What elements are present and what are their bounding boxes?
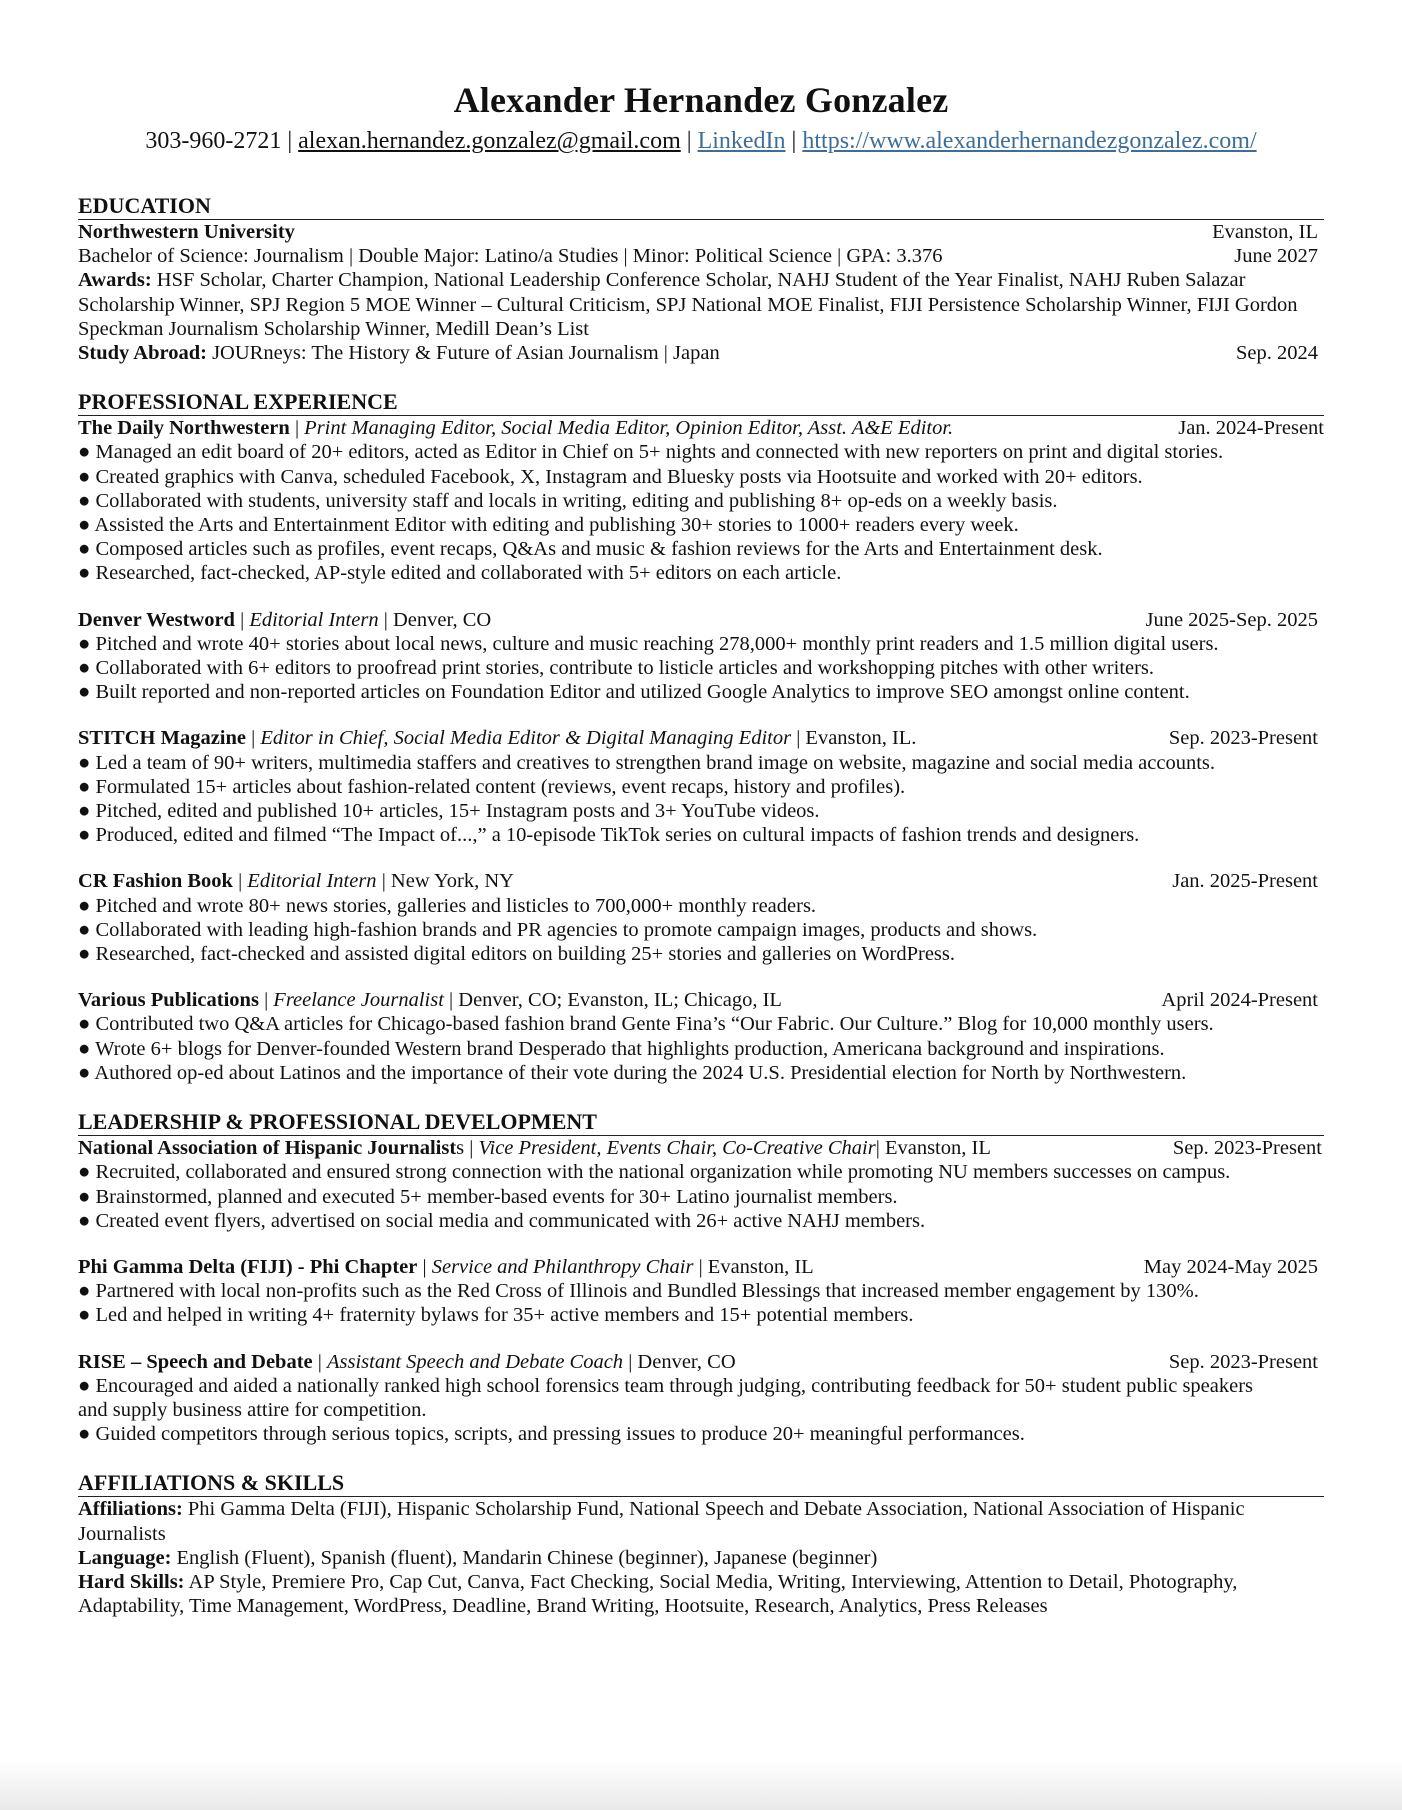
bullet: ● Collaborated with leading high-fashion brands and PR agencies to promote campaign images, products and shows. [78, 918, 1038, 941]
bullet: ● Led a team of 90+ writers, multimedia staffers and creatives to strengthen brand image on website, magazine and social media accounts. [78, 751, 1216, 774]
job-location: | Denver, CO; Evanston, IL; Chicago, IL [443, 989, 782, 1012]
job-date: Sep. 2023-Present [1172, 1137, 1322, 1160]
bullet: ● Partnered with local non-profits such as the Red Cross of Illinois and Bundled Blessings that increased member engagement by 130%. [78, 1280, 1199, 1303]
affiliations: Affiliations: Phi Gamma Delta (FIJI), Hispanic Scholarship Fund, National Speech and Debate Association, National Association of Hispanic Journalists [78, 1498, 1245, 1545]
job-header: STITCH Magazine | Editor in Chief, Social Media Editor & Digital Managing Editor | Evanston, IL. Sep. 2023-Present [78, 726, 1324, 750]
bullet: ● Produced, edited and filmed “The Impact of...,” a 10-episode TikTok series on cultural impacts of fashion trends and designers. [78, 824, 1140, 847]
bullet: ● Recruited, collaborated and ensured strong connection with the national organization while promoting NU members successes on campus. [78, 1161, 1231, 1184]
job-location: | New York, NY [376, 870, 514, 893]
job-role: Editorial Intern [247, 870, 377, 893]
job-date: Sep. 2023-Present [1168, 727, 1318, 750]
bullet: ● Assisted the Arts and Entertainment Editor with editing and publishing 30+ stories to 1000+ readers every week. [78, 514, 1019, 537]
education-degree-row [78, 244, 1324, 268]
bullet: ● Led and helped in writing 4+ fraternity bylaws for 35+ active members and 15+ potential members. [78, 1304, 914, 1327]
bullet: ● Researched, fact-checked, AP-style edited and collaborated with 5+ editors on each article. [78, 562, 842, 585]
job-org: National Association of Hispanic Journalist [78, 1137, 457, 1160]
job-header: The Daily Northwestern | Print Managing Editor, Social Media Editor, Opinion Editor, Asst. A&E Editor. Jan. 2024-Present [78, 417, 1324, 440]
job-header: National Association of Hispanic Journalists | Vice President, Events Chair, Co-Creative Chair| Evanston, IL Sep. 2023-Present [78, 1137, 1322, 1160]
bullet: ● Brainstormed, planned and executed 5+ member-based events for 30+ Latino journalist members. [78, 1185, 898, 1208]
section-experience-heading: PROFESSIONAL EXPERIENCE [78, 389, 1324, 416]
job-org: Denver Westword [78, 608, 235, 631]
job-entry [78, 726, 1324, 847]
job-role: Print Managing Editor, Social Media Editor, Opinion Editor, Asst. A&E Editor. [304, 417, 954, 440]
job-location: | Evanston, IL [875, 1137, 991, 1160]
job-role: Editor in Chief, Social Media Editor & Digital Managing Editor [260, 727, 792, 750]
bullet: ● Collaborated with students, university staff and locals in writing, editing and publishing 8+ op-eds on a weekly basis. [78, 489, 1058, 512]
bullet: ● Encouraged and aided a nationally ranked high school forensics team through judging, contributing feedback for 50+ student public speakers and supply business attire for competition. [78, 1374, 1254, 1421]
phone: 303-960-2721 [145, 128, 282, 154]
job-org: The Daily Northwestern [78, 417, 290, 440]
job-org: RISE – Speech and Debate [78, 1350, 313, 1373]
leadership-entry [78, 1350, 1324, 1447]
job-org: STITCH Magazine [78, 727, 246, 750]
study-abroad-date: Sep. 2024 [1236, 342, 1318, 365]
resume-body [78, 193, 1324, 1618]
bullet: ● Composed articles such as profiles, event recaps, Q&As and music & fashion reviews for the Arts and Entertainment desk. [78, 538, 1103, 561]
job-date: June 2025-Sep. 2025 [1145, 608, 1318, 631]
job-org: CR Fashion Book [78, 870, 233, 893]
job-date: Sep. 2023-Present [1168, 1350, 1318, 1373]
job-header: Various Publications | Freelance Journalist | Denver, CO; Evanston, IL; Chicago, IL April 2024-Present [78, 988, 1324, 1012]
job-entry [78, 869, 1324, 966]
job-date: Jan. 2025-Present [1172, 870, 1318, 893]
graduation-date: June 2027 [1234, 245, 1318, 268]
school-location: Evanston, IL [1212, 221, 1318, 243]
website-link[interactable]: https://www.alexanderhernandezgonzalez.com/ [802, 128, 1257, 154]
section-education-heading: EDUCATION [78, 193, 1324, 220]
awards: Awards: HSF Scholar, Charter Champion, National Leadership Conference Scholar, NAHJ Student of the Year Finalist, NAHJ Ruben Salazar Scholarship Winner, SPJ Region 5 MOE Winner – Cultural Criticism, SPJ National MOE Finalist, FIJI Persistence Scholarship Winner, FIJI Gordon Speckman Journalism Scholarship Winner, Medill Dean’s List [78, 269, 1298, 340]
job-location: | Evanston, IL [693, 1255, 814, 1278]
hard-skills: Hard Skills: AP Style, Premiere Pro, Cap Cut, Canva, Fact Checking, Social Media, Writing, Interviewing, Attention to Detail, Photography, Adaptability, Time Management, WordPress, Deadline, Brand Writing, Hootsuite, Research, Analytics, Press Releases [78, 1570, 1238, 1618]
job-header: RISE – Speech and Debate | Assistant Speech and Debate Coach | Denver, CO Sep. 2023-Present [78, 1350, 1324, 1374]
job-location: | Denver, CO [378, 608, 492, 631]
job-entry [78, 416, 1324, 585]
job-role: Service and Philanthropy Chair [431, 1255, 694, 1278]
section-leadership-heading: LEADERSHIP & PROFESSIONAL DEVELOPMENT [78, 1109, 1324, 1136]
bullet: ● Authored op-ed about Latinos and the importance of their vote during the 2024 U.S. Presidential election for North by Northwestern. [78, 1061, 1187, 1084]
school-name: Northwestern University [78, 221, 295, 243]
email-link[interactable]: alexan.hernandez.gonzalez@gmail.com [298, 128, 681, 154]
bullet: ● Created event flyers, advertised on social media and communicated with 26+ active NAHJ members. [78, 1209, 926, 1232]
job-location: | Denver, CO [623, 1350, 736, 1373]
job-location: | Evanston, IL. [791, 727, 917, 750]
contact-line: 303-960-2721 | alexan.hernandez.gonzalez@gmail.com | LinkedIn | https://www.alexanderhernandezgonzalez.com/ [145, 128, 1257, 154]
job-date: April 2024-Present [1161, 989, 1318, 1012]
bullet: ● Pitched and wrote 40+ stories about local news, culture and music reaching 278,000+ monthly print readers and 1.5 million digital users. [78, 632, 1219, 655]
bullet: ● Pitched and wrote 80+ news stories, galleries and listicles to 700,000+ monthly readers. [78, 894, 817, 917]
linkedin-link[interactable]: LinkedIn [697, 128, 786, 154]
job-header: Denver Westword | Editorial Intern | Denver, CO June 2025-Sep. 2025 [78, 608, 1324, 632]
bullet: ● Researched, fact-checked and assisted digital editors on building 25+ stories and galleries on WordPress. [78, 943, 955, 966]
job-org: Various Publications [78, 989, 259, 1012]
leadership-entry [78, 1255, 1324, 1328]
job-date: May 2024-May 2025 [1143, 1255, 1318, 1278]
education-school-row [78, 220, 1324, 244]
bullet: ● Contributed two Q&A articles for Chicago-based fashion brand Gente Fina’s “Our Fabric. Our Culture.” Blog for 10,000 monthly users. [78, 1013, 1214, 1036]
languages: Language: English (Fluent), Spanish (fluent), Mandarin Chinese (beginner), Japanese (beginner) [78, 1546, 878, 1569]
job-org: Phi Gamma Delta (FIJI) - Phi Chapter [78, 1255, 418, 1278]
bullet: ● Collaborated with 6+ editors to proofread print stories, contribute to listicle articles and workshopping pitches with other writers. [78, 657, 1155, 680]
section-skills-heading: AFFILIATIONS & SKILLS [78, 1470, 1324, 1497]
bullet: ● Created graphics with Canva, scheduled Facebook, X, Instagram and Bluesky posts via Hootsuite and worked with 20+ editors. [78, 465, 1143, 488]
job-role: Assistant Speech and Debate Coach [327, 1350, 624, 1373]
bullet: ● Guided competitors through serious topics, scripts, and pressing issues to produce 20+ meaningful performances. [78, 1423, 1025, 1446]
bullet: ● Pitched, edited and published 10+ articles, 15+ Instagram posts and 3+ YouTube videos. [78, 800, 820, 823]
leadership-entry [78, 1136, 1324, 1233]
page-bottom-shadow [0, 1760, 1402, 1810]
job-header: CR Fashion Book | Editorial Intern | New York, NY Jan. 2025-Present [78, 869, 1324, 893]
job-role: Vice President, Events Chair, Co-Creative Chair [478, 1137, 876, 1160]
job-role: Editorial Intern [249, 608, 379, 631]
study-abroad-row: Study Abroad: JOURneys: The History & Future of Asian Journalism | Japan Sep. 2024 [78, 341, 1324, 365]
candidate-name: Alexander Hernandez Gonzalez [453, 80, 949, 120]
job-entry [78, 608, 1324, 705]
job-role: Freelance Journalist [273, 989, 444, 1012]
job-entry [78, 988, 1324, 1085]
degree: Bachelor of Science: Journalism | Double Major: Latino/a Studies | Minor: Political Science | GPA: 3.376 [78, 245, 943, 268]
job-date: Jan. 2024-Present [1178, 417, 1324, 440]
bullet: ● Built reported and non-reported articles on Foundation Editor and utilized Google Analytics to improve SEO amongst online content. [78, 681, 1190, 704]
bullet: ● Wrote 6+ blogs for Denver-founded Western brand Desperado that highlights production, Americana background and inspirations. [78, 1037, 1165, 1060]
job-header: Phi Gamma Delta (FIJI) - Phi Chapter | Service and Philanthropy Chair | Evanston, IL May 2024-May 2025 [78, 1255, 1324, 1279]
bullet: ● Formulated 15+ articles about fashion-related content (reviews, event recaps, history and profiles). [78, 775, 906, 798]
bullet: ● Managed an edit board of 20+ editors, acted as Editor in Chief on 5+ nights and connected with new reporters on print and digital stories. [78, 441, 1224, 464]
